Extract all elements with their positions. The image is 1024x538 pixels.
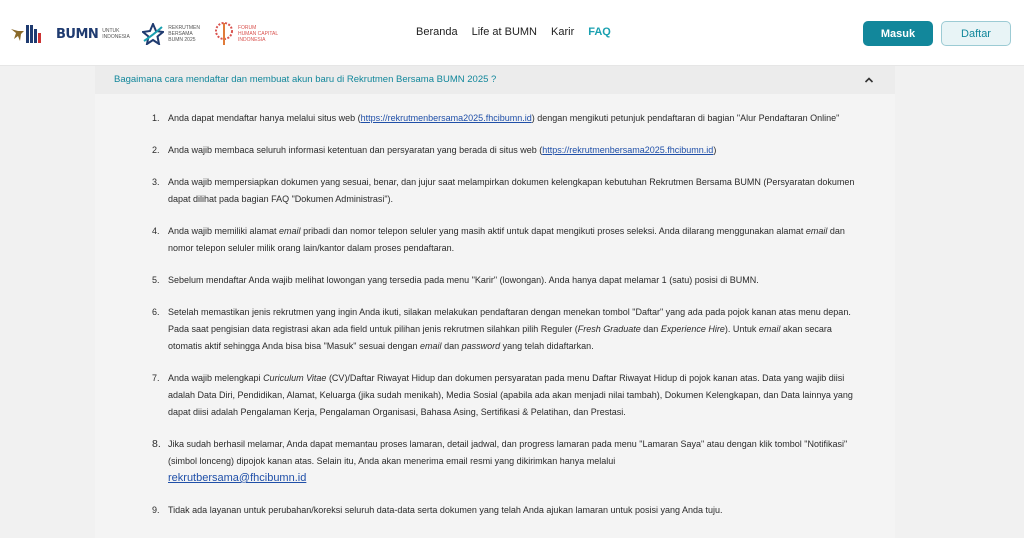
nav-life-at-bumn[interactable]: Life at BUMN — [471, 26, 538, 38]
list-item — [145, 110, 865, 127]
rekrutmen-logo-line: BERSAMA — [168, 31, 193, 37]
answer-text: ) — [713, 145, 717, 155]
official-email-link[interactable]: rekrutbersama@fhcibumn.id — [168, 472, 307, 484]
list-number: 3. — [152, 177, 160, 187]
list-item — [145, 370, 865, 421]
chevron-up-icon[interactable] — [863, 74, 875, 86]
forum-human-capital-logo[interactable] — [214, 19, 278, 49]
nav-beranda[interactable]: Beranda — [416, 26, 458, 38]
answer-text: Anda wajib membaca seluruh informasi ketentuan dan persyaratan yang berada di situs web ( — [168, 145, 543, 155]
list-number: 2. — [152, 145, 160, 155]
forum-logo-line: HUMAN CAPITAL — [237, 31, 279, 37]
answer-text: Tidak ada layanan untuk perubahan/koreksi seluruh data-data serta dokumen yang telah Anda ajukan lamaran untuk posisi yang Anda tuju. — [168, 505, 723, 515]
answer-text: Anda dapat mendaftar hanya melalui situs web ( — [168, 113, 361, 123]
answer-text: akan secara otomatis aktif sehingga Anda bisa bisa "Masuk" sesuai dengan — [168, 324, 832, 351]
bumn-wordmark: BUMN — [56, 26, 99, 42]
nav-karir[interactable]: Karir — [551, 26, 575, 38]
registration-site-link[interactable]: https://rekrutmenbersama2025.fhcibumn.id — [542, 145, 714, 155]
list-number: 6. — [152, 307, 160, 317]
main-nav — [416, 26, 611, 38]
register-button[interactable]: Daftar — [941, 21, 1011, 46]
answer-text: ) dengan mengikuti petunjuk pendaftaran di bagian "Alur Pendaftaran Online" — [531, 113, 840, 123]
emphasis-text: password — [461, 341, 501, 351]
faq-answer-list — [145, 110, 865, 534]
faq-question-title: Bagaimana cara mendaftar dan membuat akun baru di Rekrutmen Bersama BUMN 2025 ? — [114, 74, 497, 85]
bumn-emblem-icon — [8, 21, 42, 47]
list-item — [145, 502, 865, 519]
list-number: 9. — [152, 505, 160, 515]
answer-text: ). Untuk — [724, 324, 759, 334]
faq-accordion-panel — [95, 66, 895, 538]
list-item — [145, 436, 865, 487]
rekrutmen-logo-line: BUMN 2025 — [168, 37, 196, 43]
registration-site-link[interactable]: https://rekrutmenbersama2025.fhcibumn.id — [360, 113, 532, 123]
rekrutmen-bersama-logo[interactable] — [142, 23, 200, 45]
answer-text: yang telah didaftarkan. — [500, 341, 594, 351]
answer-text: dan nomor telepon seluler milik orang lain/kantor dalam proses pendaftaran. — [168, 226, 845, 253]
star-swoosh-icon — [142, 23, 164, 45]
rekrutmen-logo-line: REKRUTMEN — [168, 25, 200, 31]
bumn-untuk-indonesia-logo[interactable] — [56, 27, 128, 42]
answer-text: pribadi dan nomor telepon seluler yang masih aktif untuk dapat mengikuti proses seleksi. Anda dilarang menggunakan alamat — [300, 226, 806, 236]
list-number: 8. — [152, 438, 161, 450]
emphasis-text: email — [805, 226, 828, 236]
partner-logos — [8, 14, 278, 54]
answer-text: (CV)/Daftar Riwayat Hidup dan dokumen persyaratan pada menu Daftar Riwayat Hidup di pojok kanan atas. Data yang wajib diisi adalah Data Diri, Pendidikan, Alamat, Keluarga (jika sudah menikah), Media Sosial (apabila ada akan menjadi nilai tambah), Dokumen Kelengkapan, dan Data lainnya yang dapat diisi adalah Pengalaman Kerja, Pengalaman Organisasi, Bahasa Asing, Sertifikasi & Pelatihan, dan Prestasi. — [168, 373, 853, 417]
list-item — [145, 142, 865, 159]
emphasis-text: Experience Hire — [660, 324, 725, 334]
answer-text: Jika sudah berhasil melamar, Anda dapat memantau proses lamaran, detail jadwal, dan progress lamaran pada menu "Lamaran Saya" atau dengan klik tombol "Notifikasi" (simbol lonceng) dipojok kanan atas. Selain itu, Anda akan menerima email resmi yang dikirimkan hanya melalui — [168, 439, 848, 466]
emphasis-text: email — [758, 324, 781, 334]
faq-question-header[interactable] — [95, 66, 895, 94]
forum-emblem-icon — [214, 19, 234, 49]
answer-text: Anda wajib memiliki alamat — [168, 226, 280, 236]
list-item — [145, 174, 865, 208]
answer-text: dan — [640, 324, 661, 334]
list-number: 7. — [152, 373, 160, 383]
answer-text: Setelah memastikan jenis rekrutmen yang ingin Anda ikuti, silakan melakukan pendaftaran dengan menekan tombol "Daftar" yang ada pada pojok kanan atas menu depan. Pada saat pengisian data registrasi akan ada field untuk pilihan jenis rekrutmen silahkan pilih Reguler ( — [168, 307, 851, 334]
list-item — [145, 272, 865, 289]
list-number: 5. — [152, 275, 160, 285]
forum-logo-line: FORUM — [237, 25, 257, 31]
forum-logo-line: INDONESIA — [237, 37, 266, 43]
list-item — [145, 223, 865, 257]
emphasis-text: Fresh Graduate — [577, 324, 641, 334]
top-header — [0, 0, 1024, 66]
garuda-bumn-logo[interactable] — [8, 21, 42, 47]
login-button[interactable]: Masuk — [863, 21, 933, 46]
list-number: 1. — [152, 113, 160, 123]
list-item — [145, 304, 865, 355]
bumn-tagline: UNTUK INDONESIA — [102, 28, 130, 40]
emphasis-text: Curiculum Vitae — [263, 373, 327, 383]
nav-faq[interactable]: FAQ — [588, 26, 611, 38]
answer-text: Anda wajib mempersiapkan dokumen yang sesuai, benar, dan jujur saat melampirkan dokumen kelengkapan kebutuhan Rekrutmen Bersama BUMN (Persyaratan dokumen dapat dilihat pada bagian FAQ "Dokumen Administrasi"). — [168, 177, 855, 204]
emphasis-text: email — [420, 341, 442, 351]
answer-text: dan — [441, 341, 462, 351]
emphasis-text: email — [279, 226, 301, 236]
list-number: 4. — [152, 226, 160, 236]
answer-text: Sebelum mendaftar Anda wajib melihat lowongan yang tersedia pada menu "Karir" (lowongan). Anda hanya dapat melamar 1 (satu) posisi di BUMN. — [168, 275, 759, 285]
answer-text: Anda wajib melengkapi — [168, 373, 264, 383]
